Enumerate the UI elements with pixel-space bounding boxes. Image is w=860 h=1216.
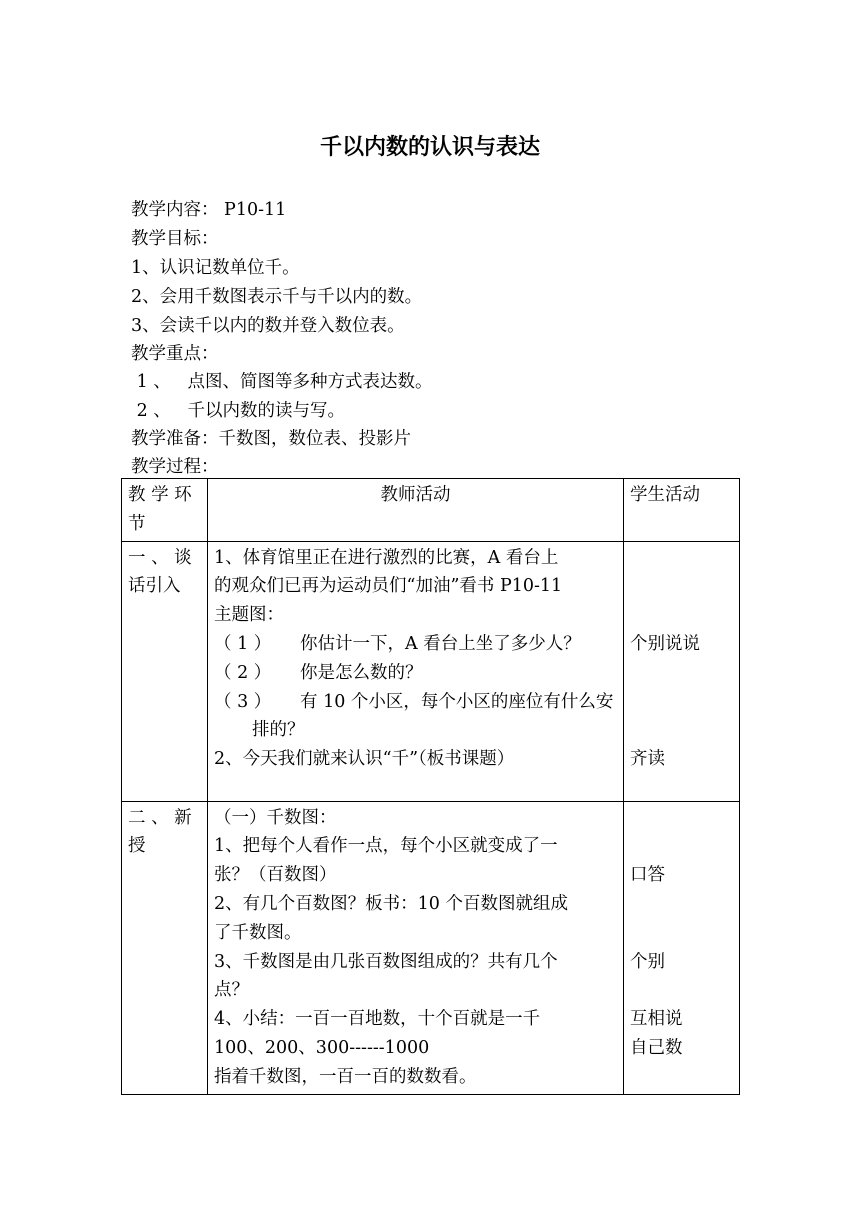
row2-item3-line1: 3、千数图是由几张百数图组成的？共有几个 <box>214 951 558 972</box>
row1-item1-line1: 1、体育馆里正在进行激烈的比赛，A 看台上 <box>214 547 559 568</box>
row2-item5: 指着千数图，一百一百的数数看。 <box>214 1066 477 1087</box>
row2-student-b: 个别 <box>630 951 665 972</box>
row2-student-a: 口答 <box>630 865 665 886</box>
teaching-content: 教学内容： P10-11 <box>131 200 287 220</box>
row2-student-d: 自己数 <box>630 1037 683 1058</box>
header-student-cell <box>624 479 740 542</box>
row1-question-1 <box>214 630 617 659</box>
header-stage-cell <box>122 479 208 542</box>
row2-item2-line1: 2、有几个百数图？板书：10 个百数图就组成 <box>214 893 568 914</box>
table-row <box>122 801 740 1094</box>
header-stage-line1: 教 学 环 <box>128 485 192 505</box>
row2-item1-line1: 1、把每个人看作一点，每个小区就变成了一 <box>214 836 558 857</box>
row1-teacher-cell <box>208 541 624 801</box>
teaching-prep: 教学准备：千数图，数位表、投影片 <box>131 429 411 449</box>
process-heading: 教学过程： <box>131 457 219 477</box>
question-2-text: 你是怎么数的？ <box>300 662 423 683</box>
goal-item-3: 3、会读千以内的数并登入数位表。 <box>131 316 405 336</box>
row2-teacher-cell <box>208 801 624 1094</box>
goal-heading: 教学目标： <box>131 229 219 249</box>
header-student: 学生活动 <box>630 485 700 505</box>
row1-stage-line1: 一 、 谈 <box>128 547 192 568</box>
question-2-number: （ 2 ） <box>214 662 272 683</box>
row1-item1-line3: 主题图： <box>214 605 284 626</box>
row1-stage-cell <box>122 541 208 801</box>
header-stage-line2: 节 <box>128 513 146 534</box>
row1-student-b: 齐读 <box>630 749 665 770</box>
question-1-number: （ 1 ） <box>214 633 272 654</box>
table-row <box>122 541 740 801</box>
focus-heading: 教学重点： <box>131 344 219 364</box>
row2-stage-line2: 授 <box>128 836 146 857</box>
focus-item-2: 2 、 千以内数的读与写。 <box>131 401 345 421</box>
question-3-number: （ 3 ） <box>214 691 272 712</box>
row2-student-cell <box>624 801 740 1094</box>
row1-stage-line2: 话引入 <box>128 576 181 597</box>
row1-item2: 2、今天我们就来认识“千”（板书课题） <box>214 749 515 770</box>
row1-student-a: 个别说说 <box>630 633 700 654</box>
page-title: 千以内数的认识与表达 <box>319 135 540 160</box>
row2-item3-line2: 点？ <box>214 980 249 1001</box>
row2-sub-heading: （一）千数图： <box>214 807 337 828</box>
row1-item1-line2: 的观众们已再为运动员们“加油”看书 P10-11 <box>214 576 563 597</box>
goal-item-2: 2、会用千数图表示千与千以内的数。 <box>131 287 423 307</box>
row2-student-c: 互相说 <box>630 1009 683 1030</box>
row2-item2-line2: 了千数图。 <box>214 922 302 943</box>
row2-stage-line1: 二 、 新 <box>128 807 192 828</box>
row2-item4: 4、小结：一百一百地数，十个百就是一千 <box>214 1009 541 1030</box>
table-header-row <box>122 479 740 542</box>
question-1-text: 你估计一下，A 看台上坐了多少人？ <box>300 633 581 654</box>
lesson-plan-table <box>121 478 740 1095</box>
row1-student-cell <box>624 541 740 801</box>
header-teacher: 教师活动 <box>380 485 451 505</box>
header-teacher-cell <box>208 479 624 542</box>
goal-item-1: 1、认识记数单位千。 <box>131 258 300 278</box>
row2-sequence: 100、200、300------1000 <box>214 1037 430 1058</box>
row1-question-2 <box>214 659 617 688</box>
focus-item-1: 1 、 点图、简图等多种方式表达数。 <box>131 372 433 392</box>
row2-item1-line2: 张？（百数图） <box>214 865 337 886</box>
question-3-text: 有 10 个小区，每个小区的座位有什么安排的？ <box>252 691 614 741</box>
row2-stage-cell <box>122 801 208 1094</box>
row1-question-3 <box>214 688 617 746</box>
